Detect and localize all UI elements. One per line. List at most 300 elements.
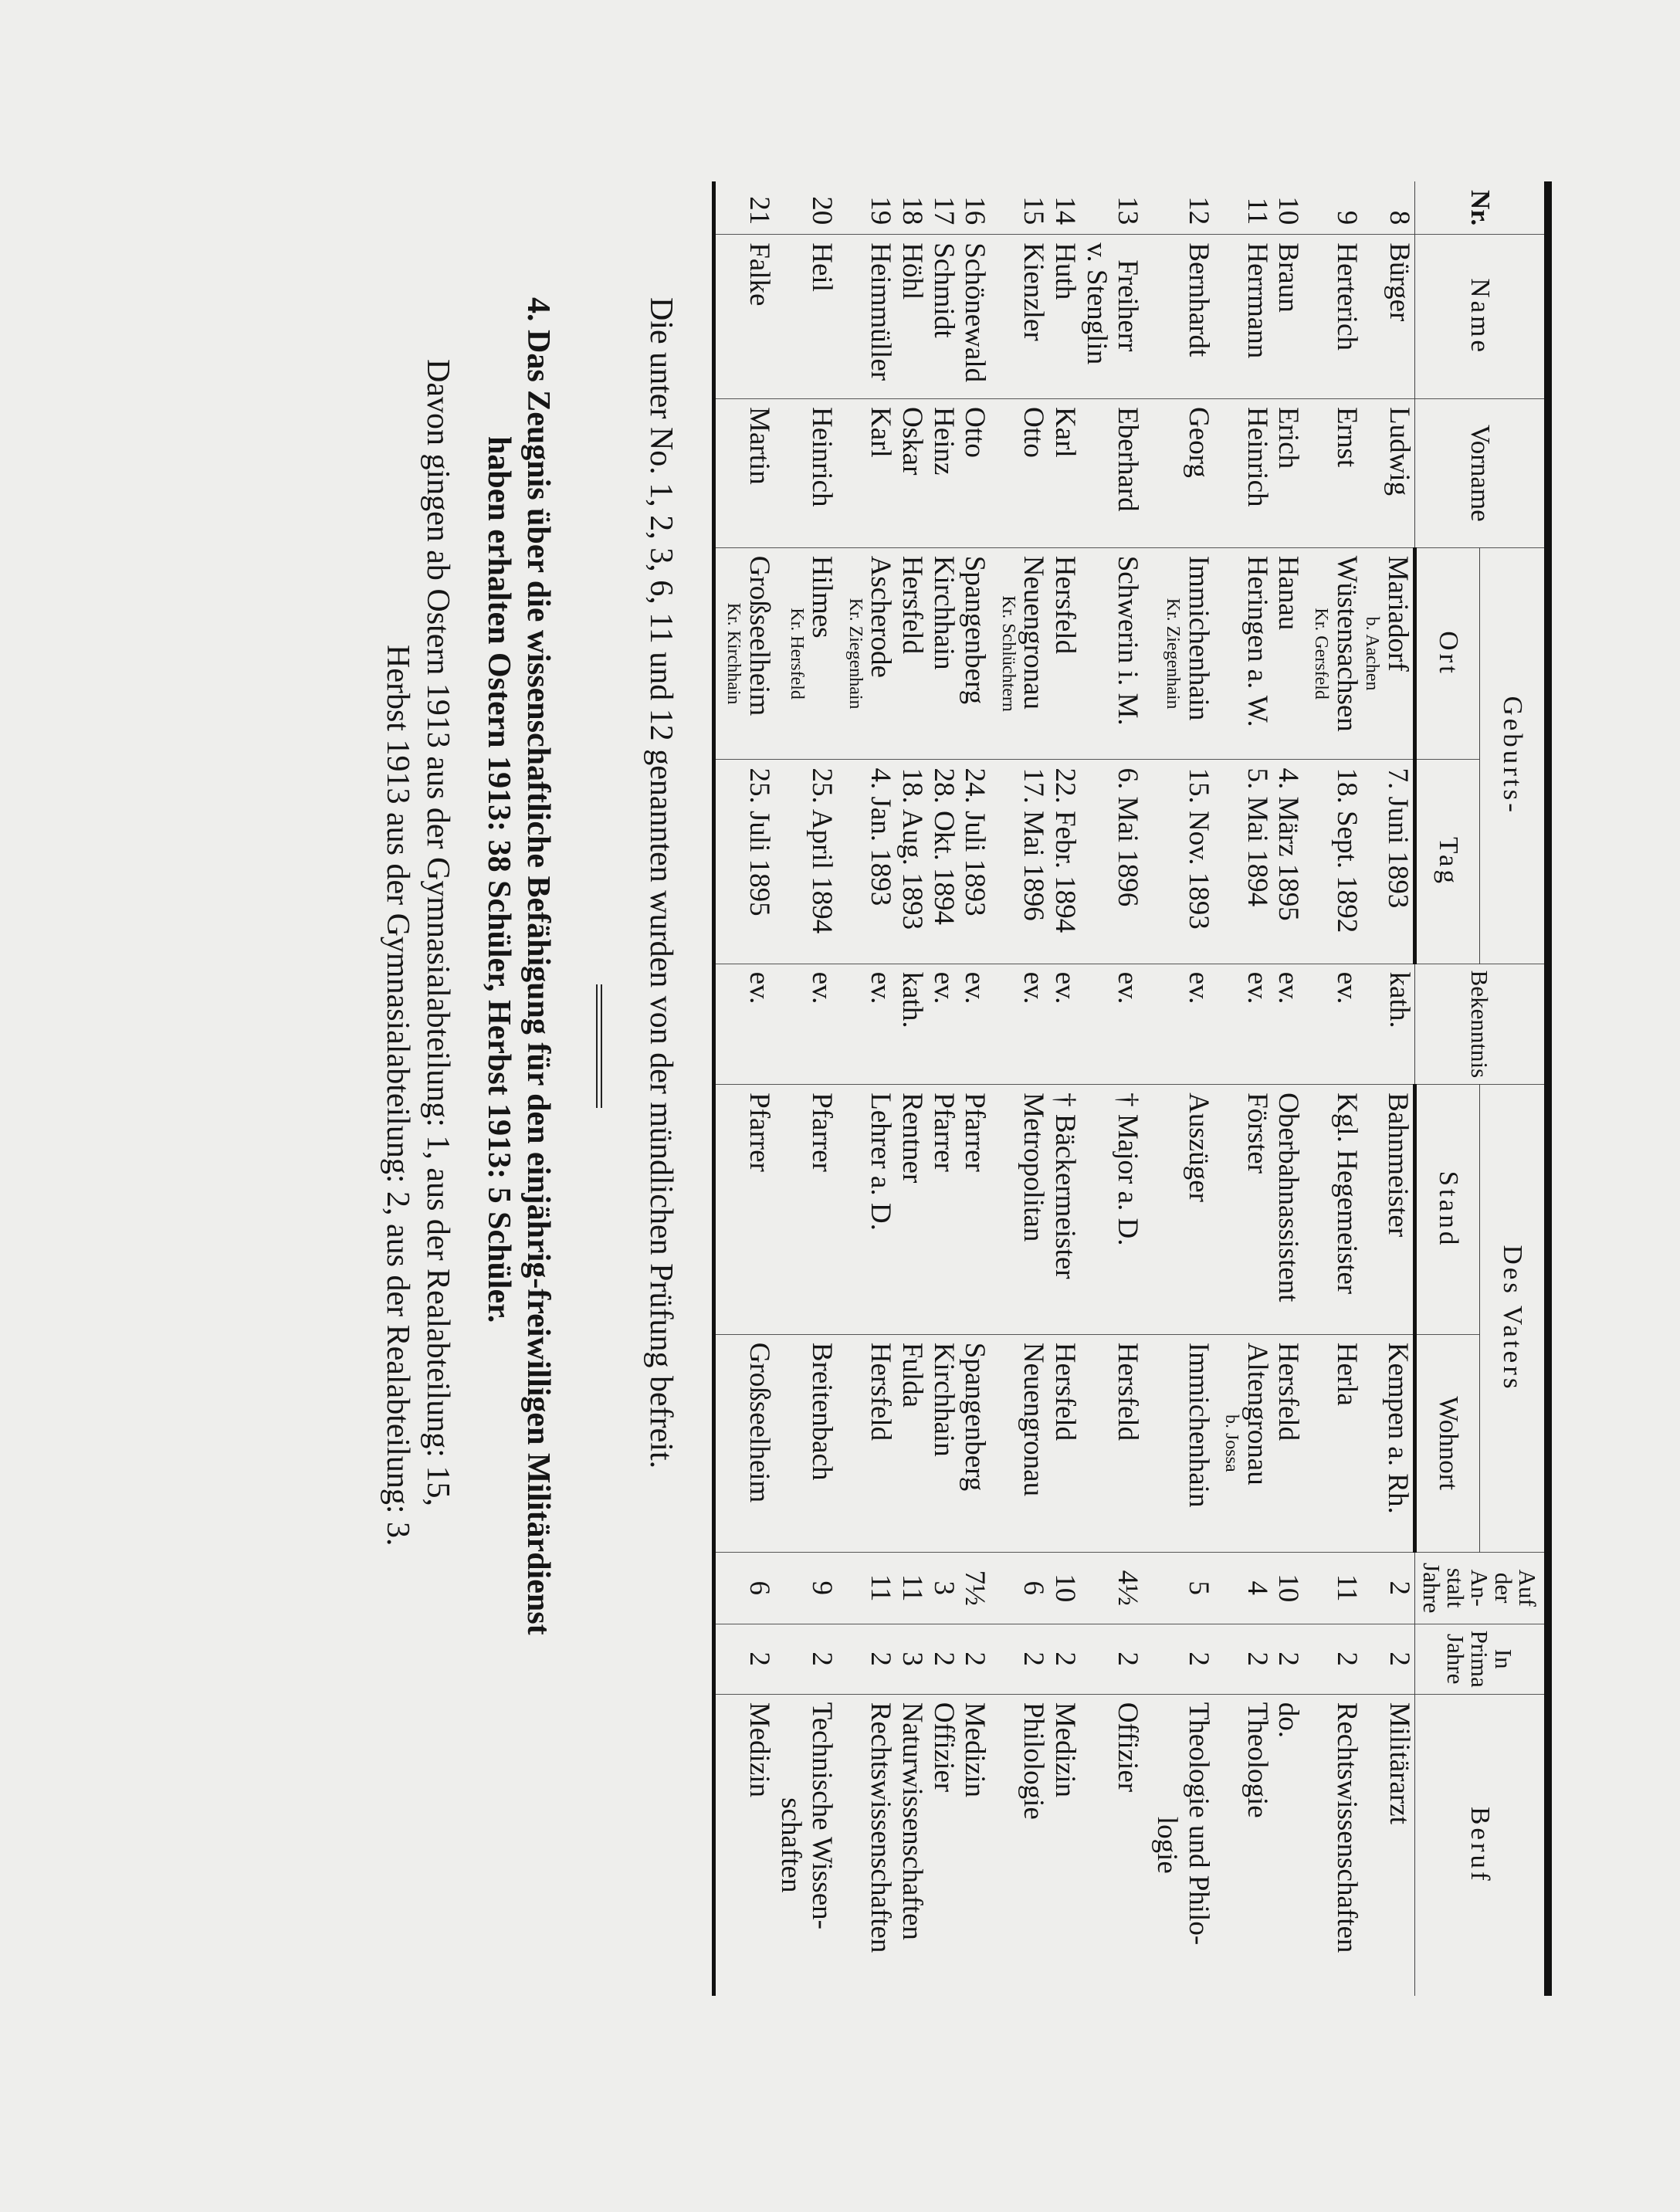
row-wohnort-wohnort: Großseelheim — [743, 1342, 776, 1503]
row-prima-jahre-prima: 2 — [959, 1651, 991, 1666]
table-row — [1150, 181, 1221, 1996]
row-geburtstag — [774, 760, 845, 964]
row-geburtstag — [1362, 760, 1414, 964]
row-bekenntnis — [1048, 964, 1080, 1085]
header-ort: Ort — [1415, 547, 1480, 760]
row-anstalt-jahre — [927, 1552, 959, 1624]
row-bekenntnis — [1362, 964, 1414, 1085]
row-name-name: Herterich — [1331, 242, 1363, 351]
row-geburtsort — [1311, 547, 1362, 760]
row-wohnort-wohnort: Immichenhain — [1182, 1342, 1214, 1508]
row-geburtsort — [1080, 547, 1150, 760]
row-vorname-vorname: Otto — [1018, 407, 1050, 458]
row-geburtsort-ort-sub: Kr. Hersfeld — [786, 608, 807, 700]
row-name — [927, 235, 959, 399]
row-beruf — [927, 1694, 959, 1996]
row-wohnort-wohnort: Neuengronau — [1018, 1342, 1050, 1497]
row-vorname — [1150, 399, 1221, 548]
row-prima-jahre — [845, 1624, 896, 1694]
row-beruf-beruf2: logie — [1151, 1816, 1183, 1874]
row-bekenntnis-bek: ev. — [743, 971, 776, 1004]
row-vorname-vorname: Martin — [743, 407, 776, 485]
row-anstalt-jahre-anstalt: 10 — [1048, 1573, 1081, 1603]
row-prima-jahre-prima: 2 — [1182, 1651, 1214, 1666]
row-nr — [1150, 181, 1221, 235]
header-des-vaters: Des Vaters — [1480, 1085, 1548, 1553]
header-stand: Stand — [1415, 1085, 1480, 1335]
row-bekenntnis — [927, 964, 959, 1085]
row-nr-nr: 16 — [959, 196, 991, 225]
row-geburtstag-tag: 22. Febr. 1894 — [1048, 767, 1081, 933]
row-name-name2: v. Stenglin — [1080, 242, 1113, 365]
row-geburtsort-ort: Hanau — [1272, 555, 1305, 631]
row-name-name: Heimmüller — [865, 242, 897, 381]
row-nr — [714, 181, 774, 235]
row-geburtsort — [1272, 547, 1312, 760]
row-geburtstag — [1150, 760, 1221, 964]
row-wohnort — [1150, 1334, 1221, 1552]
row-wohnort — [714, 1334, 774, 1552]
row-geburtsort-ort: Ascherode — [865, 555, 897, 678]
header-geburts: Geburts- — [1480, 547, 1548, 964]
row-anstalt-jahre — [1221, 1552, 1272, 1624]
row-name-name: Braun — [1272, 242, 1305, 313]
row-beruf — [959, 1694, 998, 1996]
row-stand-stand: Förster — [1241, 1092, 1273, 1174]
row-name-name: Heil — [806, 242, 838, 292]
row-anstalt-jahre — [1150, 1552, 1221, 1624]
row-bekenntnis-bek: ev. — [959, 971, 991, 1004]
row-stand-stand: † Bäckermeister — [1048, 1092, 1081, 1279]
row-nr-nr: 14 — [1048, 196, 1081, 225]
row-geburtsort-ort-sub: Kr. Ziegenhain — [1163, 598, 1183, 710]
row-prima-jahre — [1048, 1624, 1080, 1694]
row-name — [1048, 235, 1080, 399]
row-geburtsort-ort: Kirchhain — [927, 555, 960, 670]
row-stand-stand: Bahnmeister — [1382, 1092, 1414, 1238]
row-stand-stand: Pfarrer — [927, 1092, 960, 1172]
row-geburtsort-ort: Großseelheim — [743, 555, 776, 716]
row-name — [774, 235, 845, 399]
row-geburtstag-tag: 28. Okt. 1894 — [927, 767, 960, 925]
row-nr-nr: 15 — [1018, 196, 1050, 225]
row-bekenntnis — [1221, 964, 1272, 1085]
row-geburtstag — [927, 760, 959, 964]
row-bekenntnis — [714, 964, 774, 1085]
row-anstalt-jahre-anstalt: 11 — [865, 1573, 897, 1602]
row-bekenntnis-bek: ev. — [1018, 971, 1050, 1004]
row-wohnort — [927, 1334, 959, 1552]
row-name-name: Herrmann — [1241, 242, 1273, 359]
row-geburtsort — [927, 547, 959, 760]
row-stand — [1080, 1085, 1150, 1335]
row-geburtsort-ort: Heringen a. W. — [1241, 555, 1273, 727]
row-prima-jahre-prima: 2 — [1241, 1651, 1273, 1666]
row-geburtstag-tag: 7. Juni 1893 — [1382, 767, 1414, 909]
double-rule — [596, 984, 602, 1108]
row-anstalt-jahre-anstalt: 5 — [1182, 1580, 1214, 1595]
row-name — [845, 235, 896, 399]
row-nr-nr: 12 — [1182, 196, 1214, 225]
row-vorname-vorname: Ernst — [1331, 407, 1363, 468]
row-vorname-vorname: Otto — [959, 407, 991, 458]
row-wohnort — [1362, 1334, 1414, 1552]
row-vorname-vorname: Georg — [1182, 407, 1214, 478]
row-wohnort-wohnort: Herla — [1331, 1342, 1363, 1406]
row-bekenntnis-bek: ev. — [1331, 971, 1363, 1004]
row-wohnort — [1080, 1334, 1150, 1552]
row-anstalt-jahre — [1311, 1552, 1362, 1624]
row-vorname — [1221, 399, 1272, 548]
row-name — [1221, 235, 1272, 399]
row-name-name: Schönewald — [959, 242, 991, 383]
row-bekenntnis-bek: kath. — [1384, 971, 1415, 1028]
row-beruf-beruf: Theologie und Philo- — [1182, 1702, 1214, 1946]
row-anstalt-jahre-anstalt: 7½ — [959, 1570, 991, 1606]
row-prima-jahre-prima: 2 — [743, 1651, 776, 1666]
row-beruf — [1272, 1694, 1312, 1996]
row-geburtsort — [845, 547, 896, 760]
row-beruf-beruf: Medizin — [743, 1702, 776, 1798]
row-vorname — [1080, 399, 1150, 548]
header-bekenntnis: Bekenntnis — [1415, 964, 1549, 1085]
row-stand-stand: Pfarrer — [959, 1092, 991, 1172]
row-bekenntnis — [1272, 964, 1312, 1085]
section-4-heading: 4. Das Zeugnis über die wissenschaftliche Befähigung für den einjährig-freiwilligen Militärdienst — [520, 297, 557, 1635]
row-vorname-vorname: Heinrich — [1241, 407, 1273, 507]
row-name-name: Freiherr — [1112, 259, 1144, 352]
row-prima-jahre — [1311, 1624, 1362, 1694]
row-wohnort-wohnort: Altengronau — [1241, 1342, 1273, 1485]
row-prima-jahre — [1080, 1624, 1150, 1694]
row-wohnort — [845, 1334, 896, 1552]
row-stand-stand: † Major a. D. — [1112, 1092, 1144, 1246]
row-prima-jahre-prima: 3 — [896, 1651, 928, 1666]
row-nr-nr: 11 — [1241, 197, 1273, 225]
row-anstalt-jahre-anstalt: 2 — [1384, 1580, 1415, 1595]
row-name — [998, 235, 1048, 399]
row-prima-jahre-prima: 2 — [1112, 1651, 1144, 1666]
row-anstalt-jahre — [1080, 1552, 1150, 1624]
row-anstalt-jahre-anstalt: 9 — [806, 1580, 838, 1595]
row-stand-stand: Oberbahnassistent — [1272, 1092, 1305, 1302]
row-prima-jahre — [1362, 1624, 1414, 1694]
row-prima-jahre — [1221, 1624, 1272, 1694]
row-prima-jahre — [774, 1624, 845, 1694]
row-geburtstag-tag: 4. Jan. 1893 — [865, 767, 897, 906]
row-nr-nr: 17 — [927, 196, 960, 225]
row-geburtstag — [1080, 760, 1150, 964]
row-geburtstag — [998, 760, 1048, 964]
row-prima-jahre — [896, 1624, 927, 1694]
abiturienten-table — [712, 181, 1552, 1996]
row-bekenntnis-bek: kath. — [896, 971, 928, 1028]
row-geburtstag-tag: 18. Sept. 1892 — [1331, 767, 1363, 933]
row-bekenntnis-bek: ev. — [927, 971, 960, 1004]
row-prima-jahre-prima: 2 — [1272, 1651, 1305, 1666]
row-vorname — [1362, 399, 1414, 548]
row-geburtstag-tag: 5. Mai 1894 — [1241, 767, 1273, 907]
row-anstalt-jahre-anstalt: 6 — [743, 1580, 776, 1595]
row-beruf — [896, 1694, 927, 1996]
row-prima-jahre — [998, 1624, 1048, 1694]
row-beruf-beruf: Militärarzt — [1384, 1702, 1415, 1824]
row-geburtsort — [1048, 547, 1080, 760]
row-geburtstag-tag: 17. Mai 1896 — [1018, 767, 1050, 921]
row-prima-jahre-prima: 2 — [1048, 1651, 1081, 1666]
row-stand — [1150, 1085, 1221, 1335]
row-prima-jahre — [927, 1624, 959, 1694]
header-vorname: Vorname — [1415, 399, 1549, 548]
row-beruf — [1150, 1694, 1221, 1996]
table-row — [714, 181, 774, 1996]
header-wohnort: Wohnort — [1415, 1334, 1480, 1552]
row-wohnort — [896, 1334, 927, 1552]
row-geburtstag — [1221, 760, 1272, 964]
row-nr — [1080, 181, 1150, 235]
row-vorname — [959, 399, 998, 548]
row-vorname-vorname: Oskar — [896, 407, 928, 476]
row-geburtsort — [998, 547, 1048, 760]
row-geburtstag — [714, 760, 774, 964]
row-stand — [896, 1085, 927, 1335]
row-name — [959, 235, 998, 399]
section-4-departures-line1: Davon gingen ab Ostern 1913 aus der Gymnasialabteilung: 1, aus der Realabteilung: 15, — [419, 359, 456, 1506]
row-nr-nr: 9 — [1331, 210, 1363, 225]
row-anstalt-jahre-anstalt: 6 — [1018, 1580, 1050, 1595]
row-geburtstag — [1048, 760, 1080, 964]
row-wohnort-wohnort: Hersfeld — [865, 1342, 897, 1441]
row-geburtstag-tag: 18. Aug. 1893 — [896, 767, 928, 930]
row-beruf — [1080, 1694, 1150, 1996]
row-geburtsort-ort: Schwerin i. M. — [1112, 555, 1144, 726]
row-beruf — [998, 1694, 1048, 1996]
row-vorname-vorname: Eberhard — [1112, 407, 1144, 512]
row-wohnort-wohnort: Hersfeld — [1048, 1342, 1081, 1441]
row-beruf — [1221, 1694, 1272, 1996]
row-beruf-beruf: Philologie — [1018, 1702, 1050, 1820]
row-nr-nr: 13 — [1112, 196, 1144, 225]
row-stand-stand: Pfarrer — [743, 1092, 776, 1172]
row-wohnort-wohnort: Hersfeld — [1112, 1342, 1144, 1441]
row-geburtsort-ort-sub: b. Aachen — [1362, 616, 1383, 691]
row-wohnort-wohnort-sub: b. Jossa — [1221, 1414, 1241, 1472]
row-geburtstag-tag: 25. Juli 1895 — [743, 767, 776, 916]
row-stand — [1221, 1085, 1272, 1335]
row-beruf-beruf: Theologie — [1241, 1702, 1273, 1818]
row-vorname-vorname: Heinz — [927, 407, 960, 476]
row-wohnort — [1048, 1334, 1080, 1552]
row-beruf — [1362, 1694, 1414, 1996]
row-geburtstag — [1272, 760, 1312, 964]
row-prima-jahre-prima: 2 — [927, 1651, 960, 1666]
table-row — [1272, 181, 1312, 1996]
rotated-document — [247, 181, 1552, 2058]
row-beruf-beruf: Rechtswissenschaften — [1331, 1702, 1363, 1953]
row-nr — [1048, 181, 1080, 235]
row-geburtstag-tag: 24. Juli 1893 — [959, 767, 991, 916]
row-geburtstag — [896, 760, 927, 964]
row-anstalt-jahre-anstalt: 3 — [927, 1580, 960, 1595]
row-geburtstag-tag: 4. März 1895 — [1272, 767, 1305, 921]
row-wohnort — [1221, 1334, 1272, 1552]
row-vorname-vorname: Ludwig — [1384, 407, 1415, 496]
table-row — [1048, 181, 1080, 1996]
row-name — [1311, 235, 1362, 399]
table-row — [1311, 181, 1362, 1996]
row-geburtstag-tag: 25. April 1894 — [806, 767, 838, 934]
row-stand — [774, 1085, 845, 1335]
row-anstalt-jahre-anstalt: 4½ — [1112, 1570, 1144, 1606]
row-wohnort-wohnort: Kempen a. Rh. — [1382, 1342, 1414, 1514]
row-geburtsort — [959, 547, 998, 760]
row-geburtsort-ort: Wüstensachsen — [1331, 555, 1363, 732]
row-bekenntnis-bek: ev. — [806, 971, 838, 1004]
row-stand — [1048, 1085, 1080, 1335]
row-bekenntnis — [998, 964, 1048, 1085]
row-geburtsort-ort: Spangenberg — [959, 555, 991, 705]
row-beruf-beruf: Offizier — [927, 1702, 960, 1793]
row-stand-stand: Metropolitan — [1018, 1092, 1050, 1242]
row-nr — [845, 181, 896, 235]
row-stand — [845, 1085, 896, 1335]
row-anstalt-jahre-anstalt: 4 — [1241, 1580, 1273, 1595]
row-anstalt-jahre — [845, 1552, 896, 1624]
row-vorname — [1048, 399, 1080, 548]
row-beruf — [774, 1694, 845, 1996]
row-nr — [959, 181, 998, 235]
row-bekenntnis-bek: ev. — [1182, 971, 1214, 1004]
row-wohnort-wohnort: Breitenbach — [806, 1342, 838, 1481]
row-name — [896, 235, 927, 399]
row-geburtsort-ort-sub: Kr. Kirchhain — [723, 602, 744, 705]
row-wohnort — [1311, 1334, 1362, 1552]
row-geburtsort-ort: Hilmes — [806, 555, 838, 639]
row-anstalt-jahre — [1272, 1552, 1312, 1624]
row-geburtsort-ort: Hersfeld — [1048, 555, 1081, 655]
row-stand-stand: Rentner — [896, 1092, 928, 1184]
row-geburtsort-ort: Mariadorf — [1382, 555, 1414, 672]
row-wohnort-wohnort: Fulda — [896, 1342, 928, 1408]
table-row — [1221, 181, 1272, 1996]
exemption-note: Die unter No. 1, 2, 3, 6, 11 und 12 genannten wurden von der mündlichen Prüfung befreit. — [643, 297, 679, 1469]
row-anstalt-jahre-anstalt: 11 — [1331, 1573, 1363, 1602]
row-vorname — [1272, 399, 1312, 548]
table-row — [896, 181, 927, 1996]
table-row — [845, 181, 896, 1996]
row-bekenntnis — [1150, 964, 1221, 1085]
row-wohnort-wohnort: Hersfeld — [1272, 1342, 1305, 1441]
row-beruf-beruf: do. — [1272, 1702, 1305, 1738]
row-prima-jahre-prima: 2 — [806, 1651, 838, 1666]
row-name-name: Falke — [743, 242, 776, 307]
row-nr — [774, 181, 845, 235]
row-bekenntnis-bek: ev. — [1112, 971, 1144, 1004]
table-body — [714, 181, 1415, 1996]
row-geburtstag-tag: 15. Nov. 1893 — [1182, 767, 1214, 930]
row-anstalt-jahre — [1048, 1552, 1080, 1624]
row-geburtstag — [845, 760, 896, 964]
row-prima-jahre-prima: 2 — [1018, 1651, 1050, 1666]
row-nr — [1221, 181, 1272, 235]
row-name — [1150, 235, 1221, 399]
row-geburtstag-tag: 6. Mai 1896 — [1112, 767, 1144, 907]
row-bekenntnis — [959, 964, 998, 1085]
row-anstalt-jahre — [1362, 1552, 1414, 1624]
row-beruf — [845, 1694, 896, 1996]
row-bekenntnis-bek: ev. — [1241, 971, 1273, 1004]
row-bekenntnis-bek: ev. — [1272, 971, 1305, 1004]
row-nr — [1362, 181, 1414, 235]
row-vorname-vorname: Erich — [1272, 407, 1305, 469]
row-stand-stand: Kgl. Hegemeister — [1331, 1092, 1363, 1295]
header-tag: Tag — [1415, 760, 1480, 964]
row-name-name: Kienzler — [1018, 242, 1050, 341]
row-stand — [959, 1085, 998, 1335]
row-geburtsort — [774, 547, 845, 760]
table-row — [1080, 181, 1150, 1996]
row-geburtsort-ort-sub: Kr. Gersfeld — [1311, 608, 1332, 700]
row-prima-jahre — [714, 1624, 774, 1694]
row-anstalt-jahre — [959, 1552, 998, 1624]
row-stand-stand: Auszüger — [1182, 1092, 1214, 1202]
row-nr — [896, 181, 927, 235]
row-name — [1362, 235, 1414, 399]
row-bekenntnis — [774, 964, 845, 1085]
row-stand-stand: Lehrer a. D. — [865, 1092, 897, 1231]
row-beruf — [1311, 1694, 1362, 1996]
row-name-name: Schmidt — [927, 242, 960, 338]
row-vorname — [774, 399, 845, 548]
row-prima-jahre — [1272, 1624, 1312, 1694]
row-stand-stand: Pfarrer — [806, 1092, 838, 1172]
row-nr — [927, 181, 959, 235]
row-name-name: Bernhardt — [1182, 242, 1214, 357]
row-beruf-beruf2: schaften — [774, 1797, 807, 1893]
row-wohnort — [998, 1334, 1048, 1552]
row-vorname — [998, 399, 1048, 548]
row-anstalt-jahre — [896, 1552, 927, 1624]
row-vorname — [927, 399, 959, 548]
row-wohnort — [1272, 1334, 1312, 1552]
row-vorname — [896, 399, 927, 548]
row-wohnort — [774, 1334, 845, 1552]
row-name-name: Höhl — [896, 242, 928, 300]
table-row — [774, 181, 845, 1996]
row-name — [714, 235, 774, 399]
header-prima-jahre: In Prima Jahre — [1415, 1624, 1549, 1694]
row-beruf-beruf: Rechtswissenschaften — [865, 1702, 897, 1953]
row-stand — [1272, 1085, 1312, 1335]
row-anstalt-jahre — [774, 1552, 845, 1624]
row-beruf-beruf: Naturwissenschaften — [896, 1702, 928, 1940]
row-geburtsort-ort: Hersfeld — [896, 555, 928, 655]
row-anstalt-jahre-anstalt: 11 — [896, 1573, 928, 1602]
row-geburtsort — [1221, 547, 1272, 760]
row-geburtsort-ort-sub: Kr. Ziegenhain — [845, 598, 865, 710]
row-vorname — [714, 399, 774, 548]
row-nr — [998, 181, 1048, 235]
row-bekenntnis — [1080, 964, 1150, 1085]
row-wohnort-wohnort: Spangenberg — [959, 1342, 991, 1492]
row-geburtstag — [959, 760, 998, 964]
row-stand — [998, 1085, 1048, 1335]
row-geburtsort — [1150, 547, 1221, 760]
table-row — [1362, 181, 1414, 1996]
row-anstalt-jahre — [998, 1552, 1048, 1624]
row-name-name: Huth — [1048, 242, 1081, 300]
row-vorname — [845, 399, 896, 548]
